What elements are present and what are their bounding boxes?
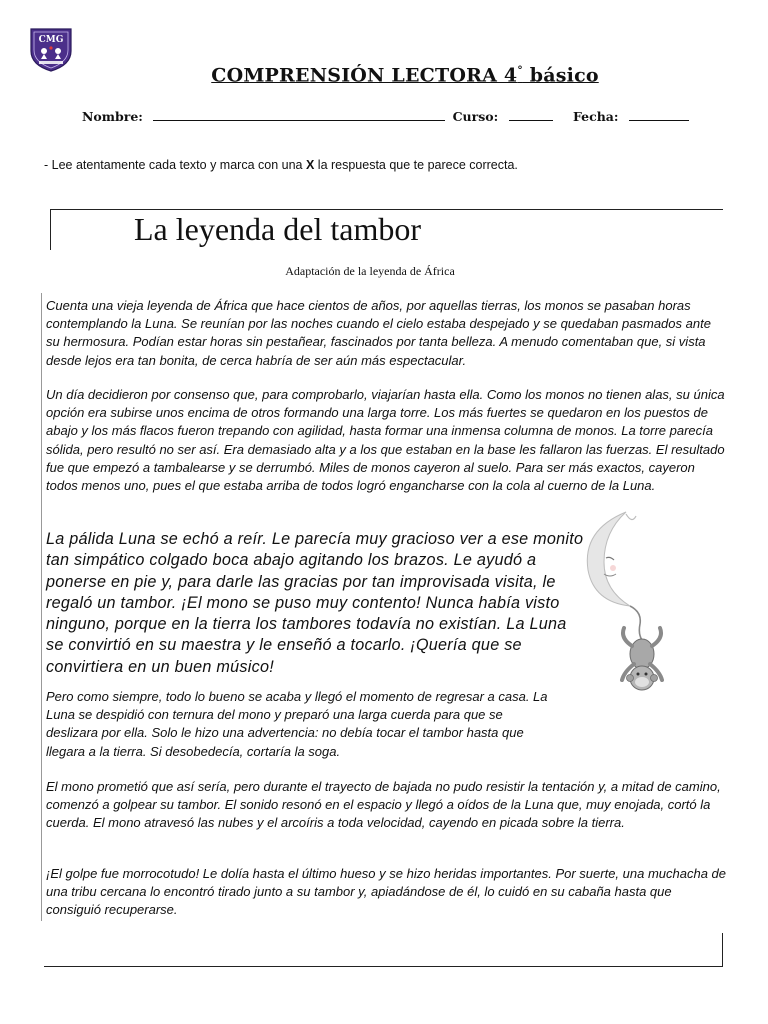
text-left-border	[41, 293, 42, 921]
instruction-text: - Lee atentamente cada texto y marca con una X la respuesta que te parece correcta.	[44, 158, 518, 172]
story-paragraph: Cuenta una vieja leyenda de África que hace cientos de años, por aquellas tierras, los monos se pasaban horas contemplando la Luna. Se reunían por las noches cuando el cielo estaba despejado y se quedaban pasmados ante su hermosura. Podían estar horas sin pestañear, fascinados por tanta belleza. A menudo comentaban que, si vista desde lejos era tan bonita, de cerca habría de ser aún más espectacular.	[46, 298, 711, 368]
monkey-icon	[622, 628, 662, 690]
story-paragraph: Un día decidieron por consenso que, para comprobarlo, viajarían hasta ella. Como los monos no tienen alas, su única opción era subirse unos encima de otros formando una larga torre. Los más fuertes se quedaron en los puestos de abajo y los más flacos fueron trepando con agilidad, hasta formar una inmensa columna de monos. La torre parecía sólida, pero resultó no ser así. Era demasiado alta y a los que estaban en la base les fallaron las fuerzas. El resultado fue que empezó a tambalearse y se derrumbó. Miles de monos cayeron al suelo. Para ser más exactos, cayeron todos menos uno, pues el que estaba arriba de todos logró engancharse con la cola al cuerno de la Luna.	[46, 387, 725, 494]
story-paragraph: Pero como siempre, todo lo bueno se acaba y llegó el momento de regresar a casa. La Luna se despidió con ternura del mono y preparó una larga cuerda para que se deslizara por ella. Solo le hizo una advertencia: no debía tocar el tambor hasta que llegara a la tierra. Si desobedecía, cortaría la soga.	[46, 689, 548, 759]
date-label: Fecha:	[572, 109, 619, 124]
student-info-row	[82, 108, 702, 124]
name-field[interactable]	[153, 108, 445, 121]
frame-left-border	[50, 209, 51, 250]
course-label: Curso:	[452, 109, 499, 124]
frame-bottom-right-border	[722, 933, 723, 967]
course-field[interactable]	[509, 108, 553, 121]
page-title: COMPRENSIÓN LECTORA 4° básico	[211, 64, 599, 87]
moon-monkey-illustration	[580, 508, 690, 698]
name-label: Nombre:	[82, 109, 143, 124]
story-paragraph: El mono prometió que así sería, pero durante el trayecto de bajada no pudo resistir la tentación y, a mitad de camino, comenzó a golpear su tambor. El sonido resonó en el espacio y llegó a oídos de la Luna que, muy enojada, cortó la cuerda. El mono atravesó las nubes y el arcoíris a toda velocidad, cayendo en picada sobre la tierra.	[46, 779, 721, 831]
svg-text:CMG: CMG	[38, 35, 64, 45]
story-paragraph: La pálida Luna se echó a reír. Le parecía muy gracioso ver a ese monito tan simpático colgado boca abajo agitando los brazos. Le ayudó a ponerse en pie y, para darle las gracias por tan improvisada visita, le regaló un tambor. ¡El mono se puso muy contento! Nunca había visto ninguno, porque en la tierra los tambores todavía no existían. La Luna se convirtió en su maestra y le enseñó a tocarlo. ¡Quería que se convirtiera en un buen músico!	[46, 530, 584, 676]
date-field[interactable]	[629, 108, 689, 121]
moon-icon	[587, 512, 636, 606]
story-paragraph: ¡El golpe fue morrocotudo! Le dolía hasta el último hueso y se hizo heridas importantes. Por suerte, una muchacha de una tribu cercana lo encontró tirado junto a su tambor y, apiadándose de él, lo cuidó en su cabaña hasta que consiguió recuperarse.	[46, 866, 726, 918]
frame-bottom-border	[44, 966, 723, 967]
story-title: La leyenda del tambor	[134, 211, 421, 247]
story-subtitle: Adaptación de la leyenda de África	[285, 264, 455, 278]
frame-top-border	[50, 209, 723, 210]
